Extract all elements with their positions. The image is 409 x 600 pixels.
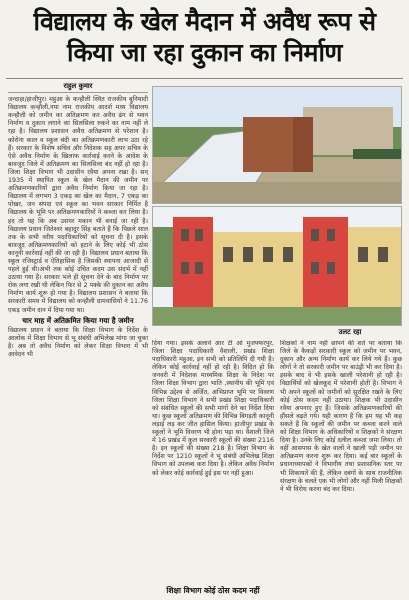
column-1-subhead: चार माह में अतिक्रमित किया गया है जमीन	[22, 315, 134, 325]
headline-divider	[6, 78, 403, 79]
photo-caption: उलट रहा	[338, 328, 362, 336]
column-3-paragraph: शिक्षकों ने नाम नहीं छापने की शर्त पर बताया कि जिले के कैकड़ों सरकारी स्कूल को जमीन पर भवन, दुकान और अन्य निर्माण कार्य कर लिये गये हैं। कुछ लोगों ने तो सरकारी जमीन पर बाउंड्री भी कर दिया है। इसके बाद वे भी इसके खाली परेशानी हो रही है। विद्यार्थियों को खेलकूद में परेशानी होती है। विभाग ने भी अपने स्कूलों को जमीनों को सुरक्षित रखने के लिए कोई ठोस कदम नहीं उठाया। शिक्षक भी उदासीन रवैया अपनाए हुए हैं। जिसके अतिक्रमणकारियों की हौंसले बढ़ते गये। यही कारण है कि हम यह भी कह सकते हैं कि स्कूलों की जमीन पर कब्जा करने वाले को शिक्षा विभाग के अधिकारियों व शिक्षकों ने संरक्षण दिया है। उनके लिए कोई दलील कब्जा जमा लिया। तो वहीं आसपास के खेत वालों ने खाली पड़ी जमीन पर अतिक्रमण करना शुरू कर दिया। कई बार स्कूलों के प्रधानाध्यापकों ने विभागीय तथा प्रशासनिक स्तर पर भी शिकायतें की हैं, लेकिन दबंगों के साथ राजनीतिक संरक्षण के चलते एक भी लोगों और नहीं मिली शिक्षकों ने भी विरोध करना बंद कर दिया।	[280, 340, 402, 493]
column-1-tail-paragraph: विद्यालय प्रधान ने बताया कि शिक्षा विभाग के निर्देश के आलोक में शिक्षा विभाग से भू संबंधी अभिलेख मांगा जा चुका है। अब तो अवैध निर्माण को लेकर शिक्षा विभाग में भी आवेदन भी	[8, 326, 148, 358]
article-column-1	[8, 82, 148, 594]
article-column-2	[152, 340, 274, 586]
photo-school-shed-image	[153, 87, 402, 204]
column-2-paragraph: दिया गया। इसके अलावे आर टी ओ मुजफ्फरपुर, जिला शिक्षा पदाधिकारी वैशाली, प्रखंड शिक्षा पदाधिकारी महुआ, इन सभी को प्रतिलिपि दी गयी है। लेकिन कोई कार्रवाई नहीं हो रही है। विदित हो कि जनवरी में निदेशक माध्यमिक शिक्षा के निदेश पर जिला शिक्षा विभाग द्वारा भाति ,स्थानीय की भूमि एवं विभिन्न उद्देश्य से अर्जित, अभिप्राप्त भूमि पर विवरण जिला शिक्षा विभाग ने सभी प्रखंड शिक्षा पदाधिकारी को संबंधित स्कूलों की सभी मांगों देने का निर्देश दिया था। कुछ स्कूलों अतिक्रमण की विभिन्न बिगड़ती कानूनी लड़ाई लड़ कर जीत हासिल किया। हाजीपुर प्रखंड के स्कूलों ने भूमि विवरण भी होना पड़ा था। वैशाली जिले में 16 प्रखंड में कुल सरकारी स्कूलों की संख्या 2116 है। इन स्कूलों की संख्या 218 है। शिक्षा विभाग के निर्देश पर 1210 स्कूलों ने भू संबंधी अभिलेख शिक्षा विभाग को उपलब्ध करा दिया है। लेकिन अवैध निर्माण को लेकर कोई कार्रवाई हुई इस पर नहीं हुआ।	[152, 340, 274, 477]
bottom-subhead: शिक्षा विभाग कोई ठोस कदम नहीं	[166, 586, 260, 595]
byline-divider	[8, 92, 148, 93]
column-1-paragraph: जन्दाहा/हाजीपुर। महुआ के कन्हौली स्थित राजकीय बुनियादी विद्यालय कन्हौली,नया नाम राजकीय आदर्श मध्य विद्यालय कन्हौली को जमीन का अतिक्रमण कर अवैध ढंग से भवन निर्माण व दुकान लगाने का सिलसिला रुकने का नाम नहीं ले रहा है। विद्यालय प्रशासन अवैध अतिक्रमण से परेशान है। कोरोना काल व स्कूल बंदी का अतिक्रमणकारी लाभ उठा रहे हैं। सरकार के विशेष सचिव और निदेशक सह अपर सचिव के ऐसे अवैध निर्माण के खिलाफ कार्रवाई करने के आदेश के बावजूद जिले में अतिक्रमण का सिलसिला बंद नहीं हो रहा है। जिला शिक्षा विभाग भी उदासीन रवैया अपना रखा है। सन् 1935 में स्थापित स्कूल के खेल मैदान की जमीन पर अतिक्रमणकारियों द्वारा अवैध निर्माण किया जा रहा है। विद्यालय में लगभग 3 एकड़ का खेल का मैदान, 7 एकड़ का पोखर, जन संपदा एवं स्कूल का भवन सरकार निर्मित है विद्यालय के भूमि पर अतिक्रमणकारियों ने कब्जा कर लिया है। हद तो यह कि अब उसपर मकान भी बनाई जा रही है। विद्यालय प्रधान जितेश्वर बहादुर सिंह बताते हैं कि पिछले साल तक के सभी वरीय पदाधिकारियों को सूचना दी है। इसके बावजूद अतिक्रमणकारियों को हटाने के लिए कोई भी ठोस कानूनी कार्रवाई नहीं की जा रही है। विद्यालय प्रधान बताया कि स्कूल रजिस्ट्रार्ड व ऐतिहासिक है जिसकी स्थापना आजादी से पहले हुई थी।अभी तक कोई उचित कदम उस संदर्भ में नहीं उठाया गया है। सरकार भले ही सूचना देने के बाद निर्माण पर रोक लगा रखी थी लेकिन फिर से 2 पक्के की दुकान का अवैध निर्माण कार्य शुरू हो गया है। विद्यालय प्रशासन ने बताया कि सरकारी समय में विद्यालय को कन्हौली ग्रामवासियों ने 11.76 एकड़ जमीन दान में दिया गया था।	[8, 96, 148, 314]
photo-school-shed	[152, 86, 402, 204]
photo-school-building	[152, 206, 402, 326]
article-column-3	[280, 340, 402, 595]
photo-school-building-image	[153, 207, 402, 326]
headline: विद्यालय के खेल मैदान में अवैध रूप से किया जा रहा दुकान का निर्माण	[33, 7, 376, 67]
byline: राहुल कुमार	[63, 82, 93, 90]
